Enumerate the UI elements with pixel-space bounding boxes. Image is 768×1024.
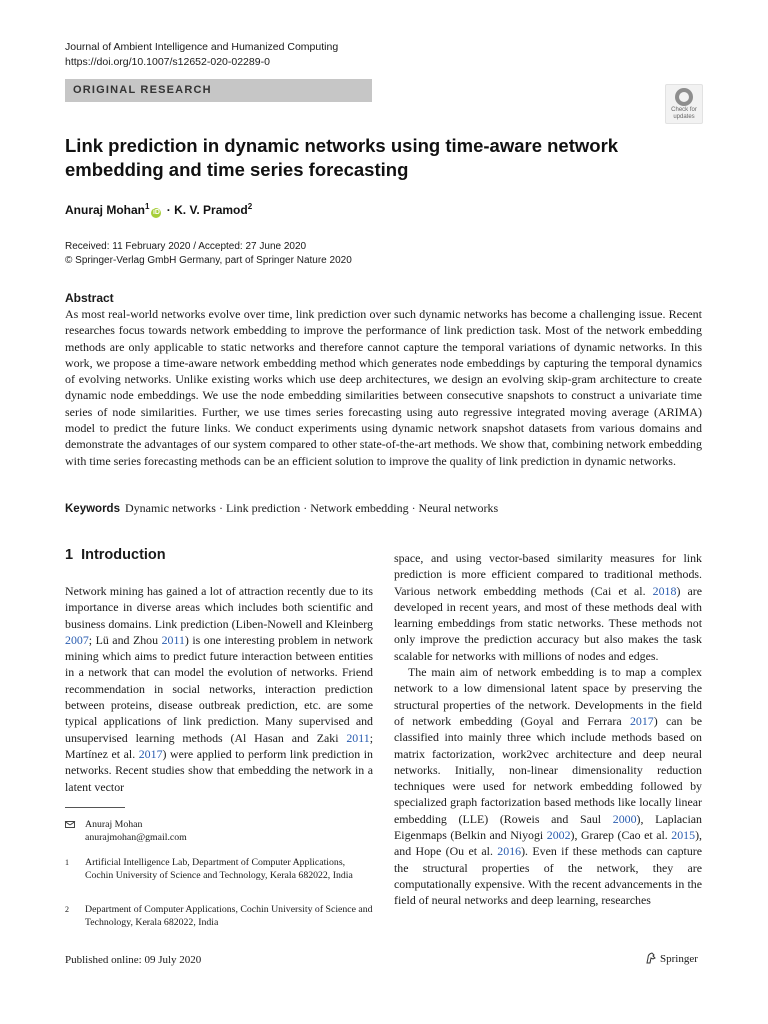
contact-name: Anuraj Mohan <box>85 819 143 830</box>
paragraph: space, and using vector-based similarity measures for link prediction is more efficient compared to traditional methods. Various network embedding methods (Cai et al. 2018) are developed in recent years, and most of these methods deal with learning embeddings from static networks. These methods not only improve the prediction accuracy but also makes the task scalable for networks with millions of nodes and edges. <box>394 551 702 663</box>
mail-icon <box>65 821 75 828</box>
publication-dates <box>65 240 352 268</box>
received-accepted-dates: Received: 11 February 2020 / Accepted: 27 June 2020 <box>65 241 307 252</box>
affiliation-mark: 2 <box>247 202 253 211</box>
affiliation-number: 1 <box>65 858 69 867</box>
affiliation-text: Department of Computer Applications, Cochin University of Science and Technology, Kerala 682022, India <box>85 904 373 928</box>
author-name[interactable]: K. V. Pramod <box>174 203 248 217</box>
right-column <box>394 550 702 909</box>
keywords-list: Dynamic networks · Link prediction · Network embedding · Neural networks <box>124 501 499 515</box>
affiliation-number: 2 <box>65 905 69 914</box>
doi-link[interactable]: https://doi.org/10.1007/s12652-020-02289-0 <box>65 56 270 68</box>
author-name[interactable]: Anuraj Mohan <box>65 203 145 217</box>
citation-link[interactable]: 2002 <box>546 828 571 843</box>
citation-link[interactable]: 2017 <box>138 746 163 761</box>
abstract-heading: Abstract <box>65 291 114 305</box>
paragraph: Network mining has gained a lot of attraction recently due to its importance in diverse areas which includes both scientific and business domains. Link prediction (Liben-Nowell and Kleinberg 2007; Lü and Zhou 2011) is one interesting problem in network mining which aims to predict future interaction between entities in a network that can model the evolution of networks. Friend recommendation in social networks, interaction prediction between proteins, disease outbreak prediction, etc. are some typical applications of link prediction. Many supervised and unsupervised learning methods (Al Hasan and Zaki 2011; Martínez et al. 2017) were applied to perform link prediction in networks. Recent studies show that embedding the network in a latent vector <box>65 584 373 794</box>
article-type-badge: ORIGINAL RESEARCH <box>65 79 372 102</box>
citation-link[interactable]: 2011 <box>161 632 185 647</box>
contact-email[interactable]: anurajmohan@gmail.com <box>85 831 187 843</box>
published-online-date: Published online: 09 July 2020 <box>65 954 202 966</box>
left-column <box>65 583 373 795</box>
section-number: 1 <box>65 547 74 563</box>
publisher-name: Springer <box>660 953 698 965</box>
springer-horse-icon <box>645 952 657 964</box>
check-label-2: updates <box>673 114 695 120</box>
paragraph: The main aim of network embedding is to map a complex network to a low dimensional latent space by preserving the structural properties of the network. Developments in the field of network embedding (Goyal and Ferrara 2017) can be classified into mainly three which include methods based on matrix factorization, work2vec architecture and deep neural networks. Initially, non-linear dimensionality reduction techniques were used for network embedding followed by specialized graph factorization based methods like locally linear embedding (LLE) (Roweis and Saul 2000), Laplacian Eigenmaps (Belkin and Niyogi 2002), Grarep (Cao et al. 2015), and Hope (Ou et al. 2016). Even if these methods can capture the structural properties of the network, they are computationally expensive. With the recent advancements in the field of neural networks and deep learning, researches <box>394 665 702 908</box>
crossmark-icon <box>675 88 693 106</box>
copyright-notice: © Springer-Verlag GmbH Germany, part of Springer Nature 2020 <box>65 255 352 266</box>
citation-link[interactable]: 2007 <box>65 632 89 647</box>
journal-name: Journal of Ambient Intelligence and Humanized Computing <box>65 41 339 53</box>
citation-link[interactable]: 2015 <box>671 828 696 843</box>
citation-link[interactable]: 2018 <box>652 583 677 598</box>
affiliation-text: Artificial Intelligence Lab, Department of Computer Applications, Cochin University of Science and Technology, Kerala 682022, India <box>85 857 353 881</box>
section-title: Introduction <box>81 547 166 563</box>
publisher-logo <box>645 952 698 965</box>
citation-link[interactable]: 2017 <box>629 713 654 728</box>
footnote-divider <box>65 807 125 808</box>
keywords <box>65 500 705 517</box>
corresponding-author-note <box>65 819 375 845</box>
citation-link[interactable]: 2000 <box>612 811 637 826</box>
check-for-updates-button[interactable] <box>665 84 703 124</box>
affiliation-note <box>65 857 375 883</box>
citation-link[interactable]: 2011 <box>346 730 370 745</box>
author-list <box>65 202 252 218</box>
check-label-1: Check for <box>671 107 697 113</box>
section-heading <box>65 547 174 563</box>
affiliation-note <box>65 904 375 930</box>
citation-link[interactable]: 2016 <box>497 844 522 859</box>
orcid-icon[interactable]: iD <box>152 209 160 216</box>
keywords-label: Keywords <box>65 503 120 515</box>
affiliation-mark: 1 <box>145 202 150 211</box>
author-separator: · <box>163 203 175 217</box>
paper-title: Link prediction in dynamic networks using time-aware network embedding and time series forecasting <box>65 135 619 180</box>
abstract-text: As most real-world networks evolve over time, link prediction over such dynamic networks has become a challenging issue. Recent researches focus towards network embedding to improve the performance of link prediction task. Most of the network embedding methods are only applicable to static networks and therefore cannot capture the temporal variations of dynamic networks. In this work, we propose a time-aware network embedding method which generates node embeddings by capturing the temporal dynamics of evolving networks. Unlike existing works which use deep architectures, we design an evolving skip-gram architecture to create dynamic node embeddings. We use the node embedding similarities between consecutive snapshots to construct a univariate time series of node similarities. Further, we use times series forecasting using auto regressive integrated moving average (ARIMA) model to predict the future links. We conduct experiments using dynamic network snapshot datasets from various domains and demonstrate the advantages of our system compared to other state-of-the-art methods. We show that, combining network embedding with time series forecasting methods can be an efficient solution to improve the quality of link prediction in dynamic networks. <box>65 307 702 468</box>
